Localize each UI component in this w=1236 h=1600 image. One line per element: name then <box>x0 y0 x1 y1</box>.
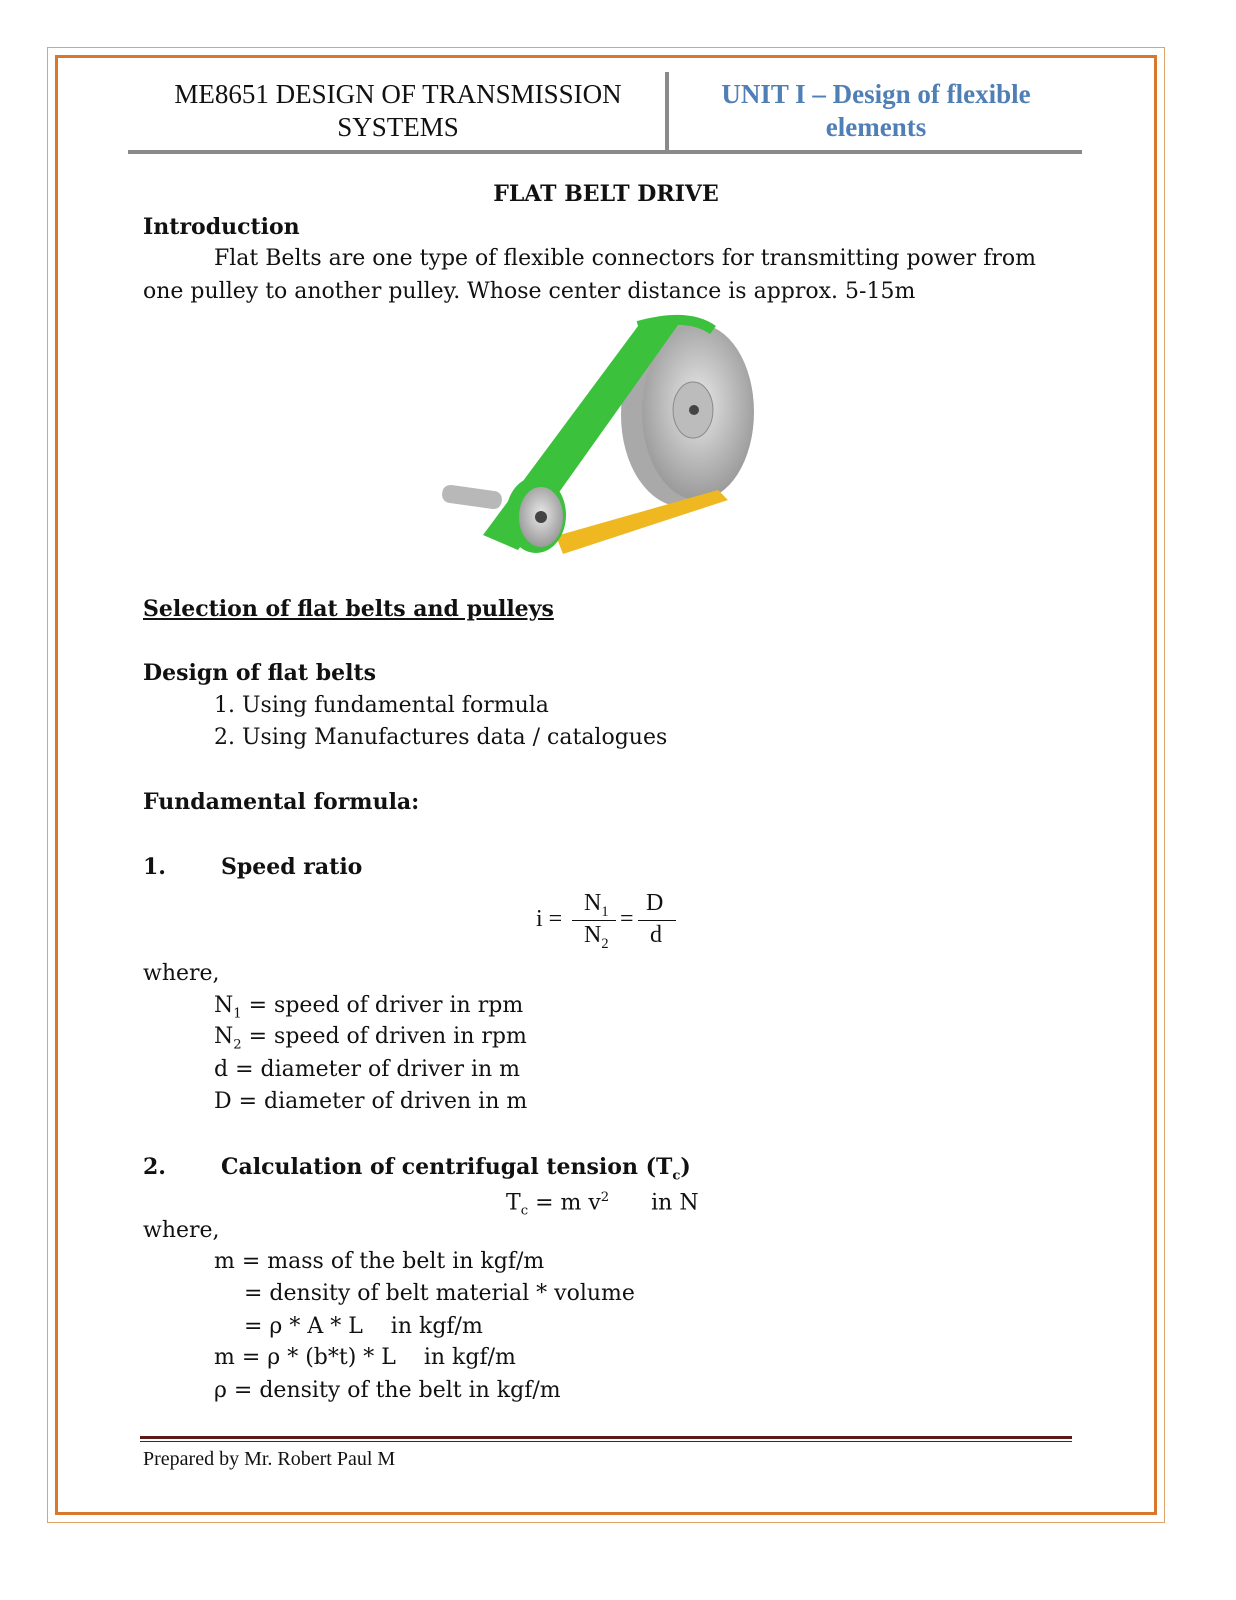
footer-rule <box>140 1436 1072 1439</box>
header-divider <box>665 72 669 154</box>
formula-num2: D <box>646 890 664 916</box>
page-title: FLAT BELT DRIVE <box>493 181 719 207</box>
def-d-large: D = diameter of driven in m <box>214 1089 528 1114</box>
def-m-rho-a-l: = ρ * A * L in kgf/m <box>244 1314 483 1339</box>
def-n2: $N_2$ = speed of driven in rpm <box>214 1024 527 1053</box>
course-line-1: ME8651 DESIGN OF TRANSMISSION <box>174 79 622 109</box>
def-m-density-volume: = density of belt material * volume <box>244 1281 635 1306</box>
header-rule <box>128 150 1082 154</box>
section-1-number: 1. <box>143 854 166 880</box>
intro-line-2: one pulley to another pulley. Whose center distance is approx. 5-15m <box>143 279 916 304</box>
def-d-small: d = diameter of driver in m <box>214 1057 521 1082</box>
centrifugal-formula: $T_c = m$ $v^2$ in N <box>506 1190 699 1219</box>
intro-heading: Introduction <box>143 214 300 240</box>
course-line-2: SYSTEMS <box>337 112 459 142</box>
footer-rule-thin <box>140 1441 1072 1442</box>
where-2: where, <box>143 1218 220 1243</box>
unit-line-2: elements <box>825 112 927 142</box>
section-2-title: Calculation of centrifugal tension $(T_c)$ <box>221 1154 691 1184</box>
section-1-title: Speed ratio <box>221 854 363 880</box>
formula-den2: d <box>650 922 662 948</box>
header-unit-title <box>672 78 1080 144</box>
selection-heading: Selection of flat belts and pulleys <box>143 596 554 622</box>
def-n1: $N_1$ = speed of driver in rpm <box>214 993 524 1022</box>
fraction-bar-2 <box>638 920 676 921</box>
def-m-rho-bt-l: m = ρ * (b*t) * L in kgf/m <box>214 1345 516 1370</box>
unit-line-1: UNIT I – Design of flexible <box>721 79 1031 109</box>
formula-eq: = <box>620 906 634 932</box>
header-course-title <box>130 78 666 144</box>
formula-den1: $N_2$ <box>584 922 609 952</box>
intro-line-1: Flat Belts are one type of flexible connectors for transmitting power from <box>214 246 1036 271</box>
section-2-number: 2. <box>143 1154 166 1180</box>
belt-drive-figure <box>438 310 758 560</box>
fraction-bar-1 <box>572 920 616 921</box>
design-heading: Design of flat belts <box>143 660 377 686</box>
footer-author: Prepared by Mr. Robert Paul M <box>143 1448 396 1470</box>
design-item-2: 2. Using Manufactures data / catalogues <box>214 725 668 750</box>
def-m: m = mass of the belt in kgf/m <box>214 1249 545 1274</box>
design-item-1: 1. Using fundamental formula <box>214 693 549 718</box>
where-1: where, <box>143 961 220 986</box>
def-rho: ρ = density of the belt in kgf/m <box>214 1378 561 1403</box>
formula-lhs: i = <box>536 906 563 932</box>
fundamental-heading: Fundamental formula: <box>143 789 420 815</box>
formula-num1: $N_1$ <box>584 890 609 920</box>
